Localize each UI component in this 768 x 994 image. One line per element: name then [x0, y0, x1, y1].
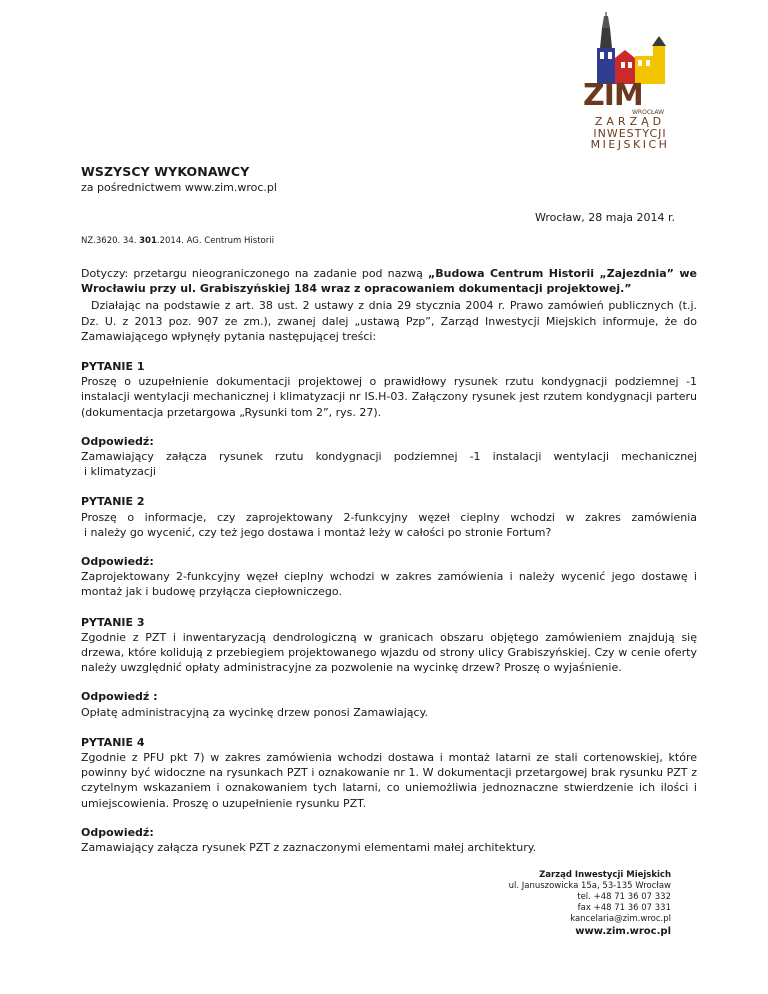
question-1-text: Proszę o uzupełnienie dokumentacji projektowej o prawidłowy rysunek rzutu kondygnacji podziemnej -1 instalacji wentylacji mechanicznej i klimatyzacji nr IS.H-03. Załączony rysunek jest rzutem kondygnacji parteru (dokumentacja przetargowa „Rysunki tom 2”, rys. 27). [81, 375, 697, 419]
intro-paragraph: Działając na podstawie z art. 38 ust. 2 ustawy z dnia 29 stycznia 2004 r. Prawo zamówień publicznych (t.j. Dz. U. z 2013 poz. 907 ze zm.), zwanej dalej „ustawą Pzp”, Zarząd Inwestycji Miejskich informuje, że do Zamawiającego wpłynęły pytania następującej treści: [81, 299, 697, 343]
question-2-label: PYTANIE 2 [81, 495, 145, 509]
place-date: Wrocław, 28 maja 2014 r. [534, 211, 675, 224]
reference-number [81, 236, 274, 246]
question-4-label: PYTANIE 4 [81, 735, 145, 749]
subject-paragraph [81, 266, 697, 296]
answer-4-label: Odpowiedź: [81, 825, 154, 839]
answer-3-text: Opłatę administracyjną za wycinkę drzew ponosi Zamawiający. [81, 705, 429, 719]
footer-email: kancelaria@zim.wroc.pl [570, 914, 671, 924]
zim-name-line-2: INWESTYCJI [593, 126, 667, 140]
footer-org-name: Zarząd Inwestycji Miejskich [539, 870, 671, 880]
answer-1-label: Odpowiedź: [81, 434, 154, 448]
answer-1-text-continued: i klimatyzacji [84, 465, 156, 479]
reference-prefix: NZ.3620. 34. [81, 236, 140, 246]
answer-3-label: Odpowiedź : [81, 690, 158, 704]
footer-website[interactable]: www.zim.wroc.pl [575, 926, 671, 937]
footer-fax: fax +48 71 36 07 331 [577, 903, 671, 913]
zim-name-line-1: ZARZĄD [594, 115, 666, 128]
answer-1-text: Zamawiający załącza rysunek rzutu kondygnacji podziemnej -1 instalacji wentylacji mechanicznej [81, 450, 697, 464]
footer-address: ul. Januszowicka 15a, 53-135 Wrocław [508, 881, 671, 891]
addressee-title: WSZYSCY WYKONAWCY [81, 164, 250, 179]
zim-letters: ZIM [583, 78, 643, 113]
footer-contact [509, 870, 671, 938]
letter-body [81, 266, 697, 855]
question-3-label: PYTANIE 3 [81, 615, 145, 629]
question-4-text: Zgodnie z PFU pkt 7) w zakres zamówienia wchodzi dostawa i montaż latarni ze stali cortenowskiej, które powinny być widoczne na rysunkach PZT i oznakowanie nr 1. W dokumentacji przetargowej brak rysunku PZT z czytelnym wskazaniem i oznakowaniem tych latarni, co uniemożliwia jednoznaczne stwierdzenie ich ilości i umiejscowienia. Proszę o uzupełnienie rysunku PZT. [81, 751, 697, 810]
subject-title: „Budowa Centrum Historii „Zajezdnia” we Wrocławiu przy ul. Grabiszyńskiej 184 wraz z opracowaniem dokumentacji projektowej.” [81, 267, 698, 296]
zim-logo [566, 8, 694, 158]
reference-suffix: .2014. AG. Centrum Historii [156, 236, 274, 246]
answer-4-text: Zamawiający załącza rysunek PZT z zaznaczonymi elementami małej architektury. [81, 841, 537, 855]
question-1-label: PYTANIE 1 [81, 360, 145, 374]
zim-logo-graphic [566, 8, 694, 116]
footer-tel: tel. +48 71 36 07 332 [577, 892, 671, 902]
answer-2-text: Zaprojektowany 2-funkcyjny węzeł cieplny wchodzi w zakres zamówienia i należy wycenić jego dostawę i montaż jak i budowę przyłącza ciepłowniczego. [81, 570, 697, 599]
zim-name-line-3: MIEJSKICH [590, 138, 670, 151]
question-3-text: Zgodnie z PZT i inwentaryzacją dendrologiczną w granicach obszaru objętego zamówieniem znajdują się drzewa, które kolidują z przebiegiem projektowanego wjazdu od strony ulicy Grabiszyńskiej. Czy w cenie oferty należy uwzględnić opłaty administracyjne za pozwolenie na wycinkę drzew? Proszę o wyjaśnienie. [81, 630, 697, 675]
addressee-subtitle: za pośrednictwem www.zim.wroc.pl [81, 181, 277, 194]
question-2-text-continued: i należy go wycenić, czy też jego dostawa i montaż leży w całości po stronie Fortum? [84, 525, 552, 539]
answer-2-label: Odpowiedź: [81, 555, 154, 569]
question-2-text: Proszę o informacje, czy zaprojektowany 2-funkcyjny węzeł cieplny wchodzi w zakres zamówienia [81, 510, 697, 524]
subject-lead: Dotyczy: przetargu nieograniczonego na zadanie pod nazwą [81, 267, 429, 280]
zim-name [566, 116, 694, 151]
zim-city: WROCŁAW [632, 109, 665, 116]
reference-number-bold: 301 [139, 236, 157, 246]
